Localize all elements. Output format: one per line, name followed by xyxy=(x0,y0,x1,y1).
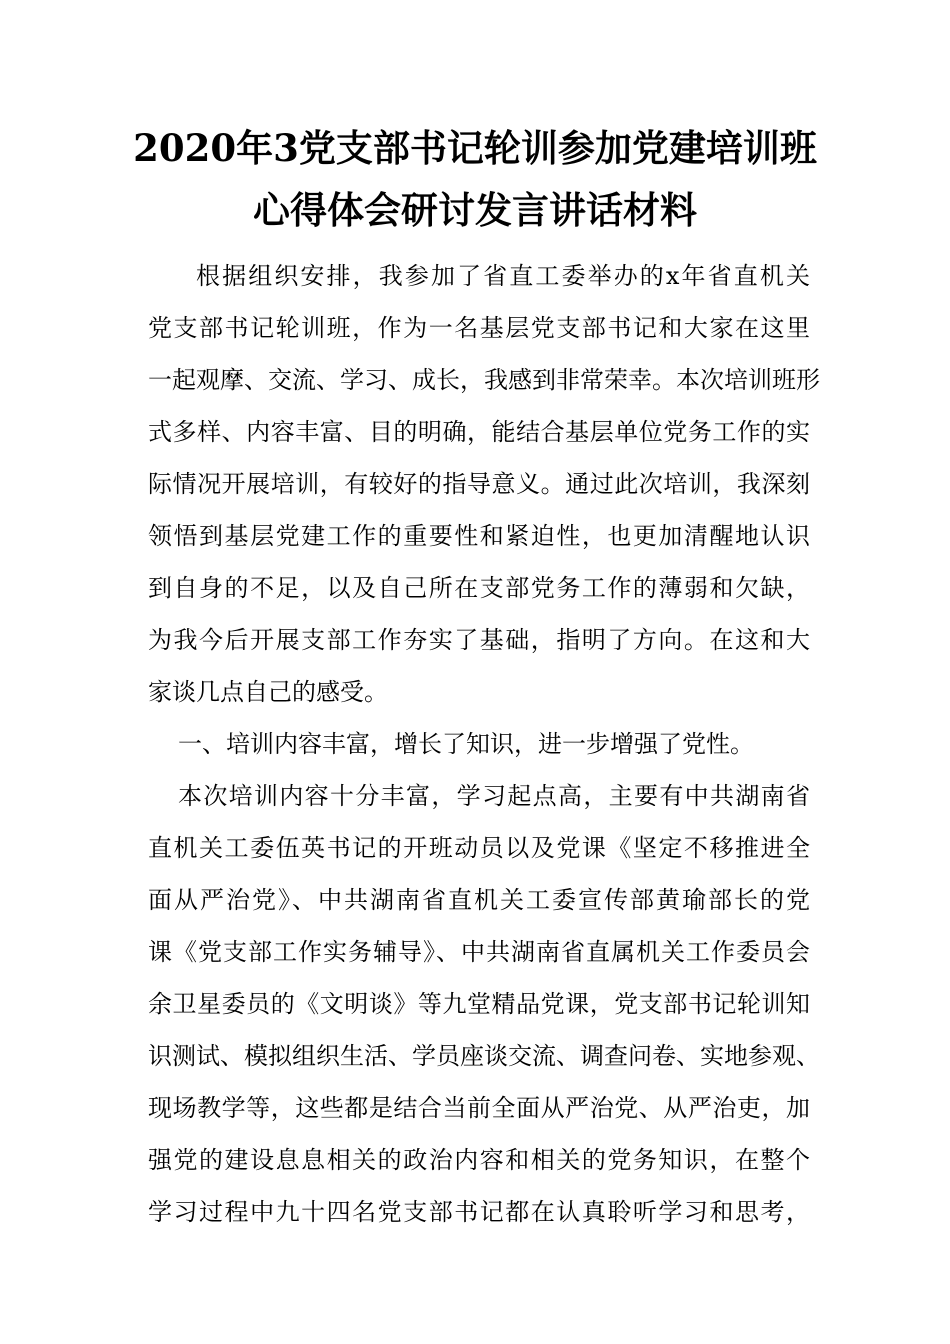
paragraph-1-line: 家谈几点自己的感受。 xyxy=(148,678,388,706)
paragraph-3-line: 直机关工委伍英书记的开班动员以及党课《坚定不移推进全 xyxy=(148,834,810,862)
paragraph-1-line: 际情况开展培训，有较好的指导意义。通过此次培训，我深刻 xyxy=(148,470,810,498)
paragraph-3-line: 面从严治党》、中共湖南省直机关工委宣传部黄瑜部长的党 xyxy=(148,886,810,914)
paragraph-1-line: 领悟到基层党建工作的重要性和紧迫性，也更加清醒地认识 xyxy=(148,522,810,550)
paragraph-3-line: 识测试、模拟组织生活、学员座谈交流、调查问卷、实地参观、 xyxy=(148,1042,820,1070)
paragraph-1-line: 式多样、内容丰富、目的明确，能结合基层单位党务工作的实 xyxy=(148,418,810,446)
document-title-line-2: 心得体会研讨发言讲话材料 xyxy=(253,188,697,232)
paragraph-1-line: 党支部书记轮训班，作为一名基层党支部书记和大家在这里 xyxy=(148,314,810,342)
paragraph-3-line: 本次培训内容十分丰富，学习起点高，主要有中共湖南省 xyxy=(178,782,810,810)
paragraph-1-line: 一起观摩、交流、学习、成长，我感到非常荣幸。本次培训班形 xyxy=(148,366,820,394)
paragraph-3-line: 强党的建设息息相关的政治内容和相关的党务知识，在整个 xyxy=(148,1146,810,1174)
paragraph-1-line: 到自身的不足，以及自己所在支部党务工作的薄弱和欠缺， xyxy=(148,574,810,602)
paragraph-1-line: 为我今后开展支部工作夯实了基础，指明了方向。在这和大 xyxy=(148,626,810,654)
paragraph-3-line: 学习过程中九十四名党支部书记都在认真聆听学习和思考， xyxy=(148,1198,810,1226)
paragraph-3-line: 余卫星委员的《文明谈》等九堂精品党课，党支部书记轮训知 xyxy=(148,990,810,1018)
document-title-line-1: 2020年3党支部书记轮训参加党建培训班 xyxy=(133,126,817,170)
document-body xyxy=(148,250,820,1238)
section-heading-1: 一、培训内容丰富，增长了知识，进一步增强了党性。 xyxy=(178,730,754,758)
paragraph-3-line: 现场教学等，这些都是结合当前全面从严治党、从严治吏，加 xyxy=(148,1094,810,1122)
paragraph-3-line: 课《党支部工作实务辅导》、中共湖南省直属机关工作委员会 xyxy=(148,938,810,966)
paragraph-1-line: 根据组织安排，我参加了省直工委举办的x年省直机关 xyxy=(196,262,810,290)
